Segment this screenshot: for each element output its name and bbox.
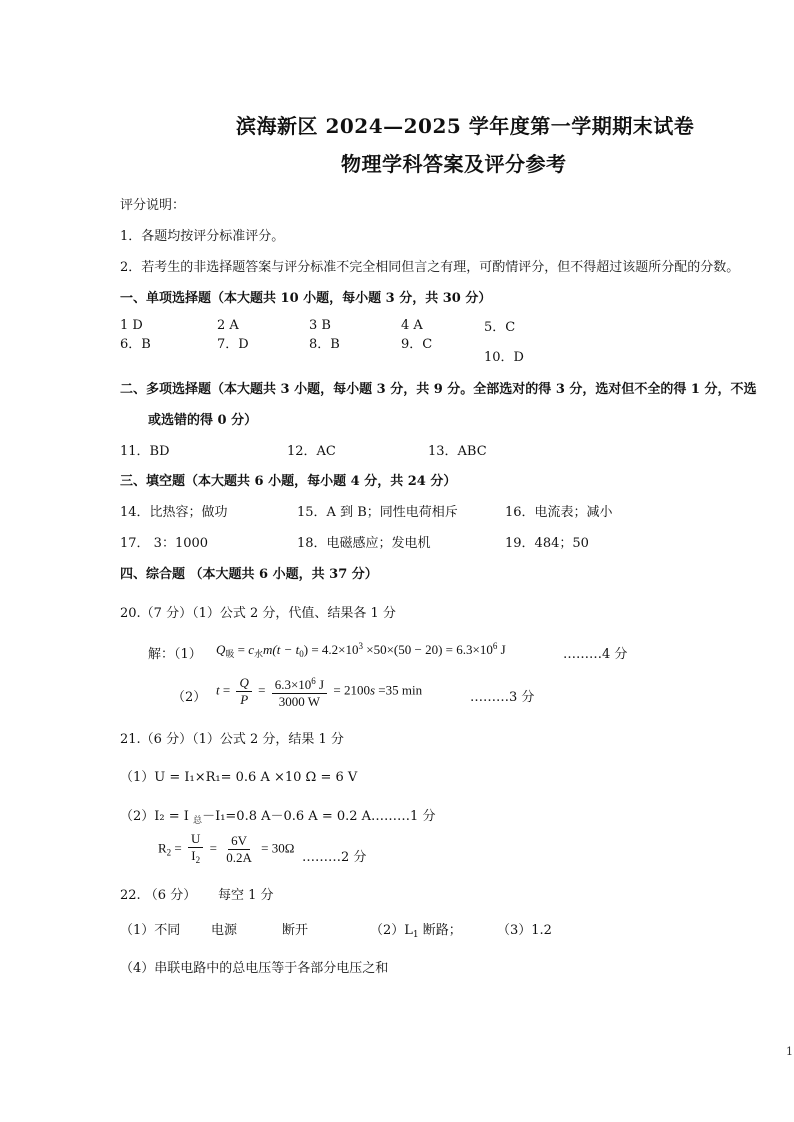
answer-8: 8．B (309, 337, 340, 352)
page-number: 1 (786, 1045, 793, 1058)
q22-answer-6: （4）串联电路中的总电压等于各部分电压之和 (120, 961, 389, 976)
q20-solution-label-1: 解：（1） (148, 647, 202, 662)
q21-score: ………2 分 (302, 850, 367, 865)
q21-equation-3: $R_2$ = $\frac{U}{I_2}$ = $\frac{6V}{0.2A}$ = 30Ω (158, 831, 295, 865)
section4-heading: 四、综合题 （本大题共 6 小题，共 37 分） (120, 567, 378, 582)
fraction-q-over-p: $\frac{Q}{P}$ (236, 676, 251, 707)
answer-key-title: 物理学科答案及评分参考 (341, 152, 567, 176)
q21-header: 21.（6 分）（1）公式 2 分，结果 1 分 (120, 732, 344, 747)
section2-heading-line1: 二、多项选择题（本大题共 3 小题，每小题 3 分，共 9 分。全部选对的得 3 分，选对但不全的得 1 分，不选 (120, 382, 757, 397)
q20-solution-label-2: （2） (172, 690, 207, 705)
section3-heading: 三、填空题（本大题共 6 小题，每小题 4 分，共 24 分） (120, 474, 457, 489)
q22-answer-5: （3）1.2 (497, 923, 552, 938)
answer-18: 18．电磁感应；发电机 (297, 536, 431, 551)
answer-17: 17． 3：1000 (120, 536, 209, 551)
answer-11: 11．BD (120, 444, 170, 459)
q20-header: 20.（7 分）（1）公式 2 分，代值、结果各 1 分 (120, 606, 396, 621)
fraction-u-over-i2: $\frac{U}{I_2}$ (188, 832, 203, 867)
exam-title: 滨海新区 2024—2025 学年度第一学期期末试卷 (236, 114, 695, 138)
answer-12: 12．AC (287, 444, 336, 459)
answer-7: 7．D (217, 337, 249, 352)
answer-10: 10．D (484, 350, 524, 365)
answer-5: 5．C (484, 320, 516, 335)
section2-heading-line2: 或选错的得 0 分） (148, 413, 258, 428)
answer-16: 16．电流表；减小 (505, 505, 613, 520)
q22-answer-3: 断开 (282, 923, 309, 938)
q21-line-2: （2）I₂ = I $_总$－I₁=0.8 A－0.6 A = 0.2 A………1 分 (120, 809, 436, 826)
q22-answer-2: 电源 (211, 923, 238, 938)
q22-answer-1: （1）不同 (120, 923, 181, 938)
answer-13: 13．ABC (428, 444, 487, 459)
note-item-1: 1．各题均按评分标准评分。 (120, 229, 285, 244)
q22-scoring: 每空 1 分 (218, 888, 274, 903)
fraction-values: $\frac{6V}{0.2A}$ (226, 833, 252, 865)
q21-line-1: （1）U = I₁×R₁= 0.6 A ×10 Ω = 6 V (120, 770, 358, 785)
notes-heading: 评分说明： (120, 198, 186, 213)
q20-equation-1: $Q_吸 = c_水m(t - t_0) = 4.2\times 10^3 \times 50\times(50 - 20) = 6.3\times 10^6$ J (216, 641, 506, 659)
answer-15: 15．A 到 B；同性电荷相斥 (297, 505, 458, 520)
answer-9: 9．C (401, 337, 433, 352)
note-item-2: 2．若考生的非选择题答案与评分标准不完全相同但言之有理，可酌情评分，但不得超过该题所分配的分数。 (120, 260, 740, 275)
q20-equation-2: t = $\frac{Q}{P}$ = $\frac{6.3\times 10^6 J}{3000 W}$ = 2100s =35 min (216, 675, 423, 709)
answer-14: 14．比热容；做功 (120, 505, 228, 520)
section1-heading: 一、单项选择题（本大题共 10 小题，每小题 3 分，共 30 分） (120, 291, 492, 306)
answer-4: 4 A (401, 318, 423, 333)
answer-19: 19．484；50 (505, 536, 589, 551)
q22-header: 22. （6 分） (120, 888, 197, 903)
answer-6: 6．B (120, 337, 151, 352)
q20-score-1: ………4 分 (563, 647, 628, 662)
answer-3: 3 B (309, 318, 331, 333)
answer-1: 1 D (120, 318, 143, 333)
answer-2: 2 A (217, 318, 239, 333)
q20-score-2: ………3 分 (470, 690, 535, 705)
fraction-energy-over-power: $\frac{6.3\times 10^6 J}{3000 W}$ (272, 674, 327, 709)
q22-answer-4: $(2)L_1$ 断路； (370, 923, 462, 940)
